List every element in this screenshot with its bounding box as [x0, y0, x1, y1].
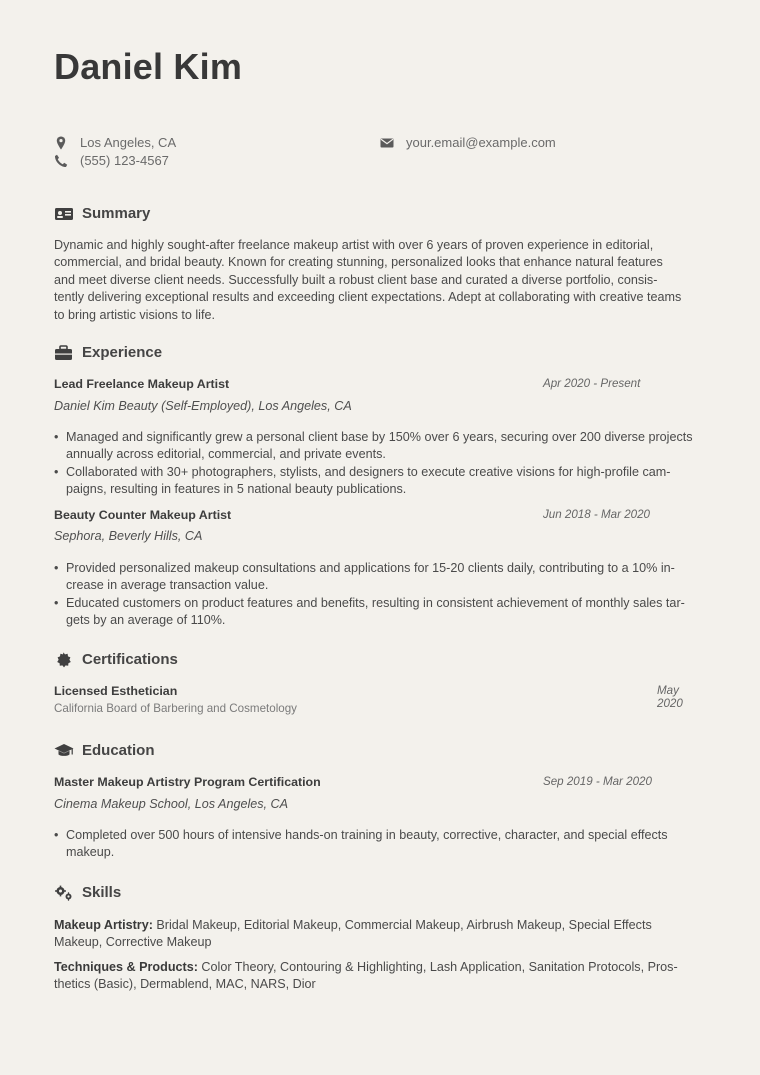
bullet-line: • Managed and significantly grew a personal client base by 150% over 6 years, securing over 200 diverse projects [66, 430, 693, 444]
job-bullets [54, 560, 706, 630]
certifications-heading [54, 651, 178, 668]
contact-location [54, 135, 176, 150]
education-date: Sep 2019 - Mar 2020 [543, 775, 652, 788]
summary-line: tently delivering exceptional results and exceeding client expectations. Adept at collaborating with creative teams [54, 290, 682, 305]
contact-block [54, 135, 706, 171]
list-item [54, 429, 706, 464]
experience-heading [54, 344, 162, 361]
graduation-cap-icon [54, 743, 74, 759]
skill-group [54, 959, 706, 994]
education-bullets [54, 827, 706, 862]
envelope-icon [380, 136, 394, 150]
skill-line [54, 959, 706, 976]
contact-email [380, 135, 556, 150]
bullet-line: • Completed over 500 hours of intensive hands-on training in beauty, corrective, character, and special effects [66, 828, 668, 842]
list-item [54, 560, 706, 595]
education-school: Cinema Makeup School, Los Angeles, CA [54, 797, 289, 811]
summary-line: Dynamic and highly sought-after freelance makeup artist with over 6 years of proven experience in editorial, [54, 238, 654, 252]
certification-date: May 2020 [657, 684, 683, 710]
education-heading-text: Education [82, 742, 155, 759]
bullet-line: crease in average transaction value. [66, 578, 269, 593]
summary-heading [54, 205, 150, 222]
location-text: Los Angeles, CA [80, 135, 177, 150]
job-title: Lead Freelance Makeup Artist [54, 377, 230, 391]
badge-seal-icon [54, 652, 74, 668]
job-date: Apr 2020 - Present [543, 377, 641, 390]
map-pin-icon [54, 136, 68, 150]
education-title: Master Makeup Artistry Program Certification [54, 775, 321, 789]
gears-icon [54, 885, 74, 901]
summary-line: commercial, and bridal beauty. Known for creating stunning, personalized looks that enhance natural features [54, 255, 663, 270]
briefcase-icon [54, 345, 74, 361]
certifications-heading-text: Certifications [82, 651, 178, 668]
certification-issuer: California Board of Barbering and Cosmetology [54, 702, 297, 715]
candidate-name: Daniel Kim [54, 46, 243, 87]
phone-text: (555) 123-4567 [80, 153, 169, 168]
summary-line: and meet diverse client needs. Successfully built a robust client base and curated a diverse portfolio, consis- [54, 272, 658, 287]
list-item [54, 595, 706, 630]
job-date: Jun 2018 - Mar 2020 [543, 508, 650, 521]
job-title: Beauty Counter Makeup Artist [54, 508, 232, 522]
job-organization: Sephora, Beverly Hills, CA [54, 529, 203, 543]
bullet-line: • Collaborated with 30+ photographers, stylists, and designers to execute creative visions for high-profile cam- [66, 464, 671, 479]
skill-line [54, 917, 706, 934]
job-organization: Daniel Kim Beauty (Self-Employed), Los Angeles, CA [54, 399, 352, 413]
skills-heading-text: Skills [82, 884, 122, 901]
skill-group-values: Bridal Makeup, Editorial Makeup, Commercial Makeup, Airbrush Makeup, Special Effects [152, 918, 652, 932]
summary-text [54, 237, 706, 324]
certification-title: Licensed Esthetician [54, 684, 178, 698]
bullet-line: paigns, resulting in features in 5 national beauty publications. [66, 482, 407, 497]
summary-heading-text: Summary [82, 205, 151, 222]
email-link[interactable]: your.email@example.com [406, 135, 556, 150]
bullet-line: • Provided personalized makeup consultations and applications for 15-20 clients daily, contributing to a 10% in- [66, 561, 675, 575]
experience-heading-text: Experience [82, 344, 163, 361]
bullet-line: annually across editorial, commercial, and private events. [66, 447, 386, 462]
list-item [54, 827, 706, 862]
skills-heading [54, 884, 121, 901]
skill-group-label: Makeup Artistry: [54, 918, 153, 932]
job-bullets [54, 429, 706, 499]
skill-group-label: Techniques & Products: [54, 960, 198, 974]
bullet-line: makeup. [66, 845, 115, 860]
id-card-icon [54, 206, 74, 222]
skill-line: Makeup, Corrective Makeup [54, 935, 212, 950]
list-item [54, 464, 706, 499]
skill-group-values: Color Theory, Contouring & Highlighting, Lash Application, Sanitation Protocols, Pros- [197, 960, 678, 974]
summary-line: to bring artistic visions to life. [54, 307, 215, 322]
skill-group [54, 917, 706, 952]
skill-line: thetics (Basic), Dermablend, MAC, NARS, Dior [54, 977, 316, 992]
contact-phone [54, 153, 169, 168]
bullet-line: • Educated customers on product features and benefits, resulting in consistent achievement of monthly sales tar- [66, 595, 685, 610]
education-heading [54, 742, 155, 759]
bullet-line: gets by an average of 110%. [66, 613, 226, 628]
phone-icon [54, 154, 68, 168]
